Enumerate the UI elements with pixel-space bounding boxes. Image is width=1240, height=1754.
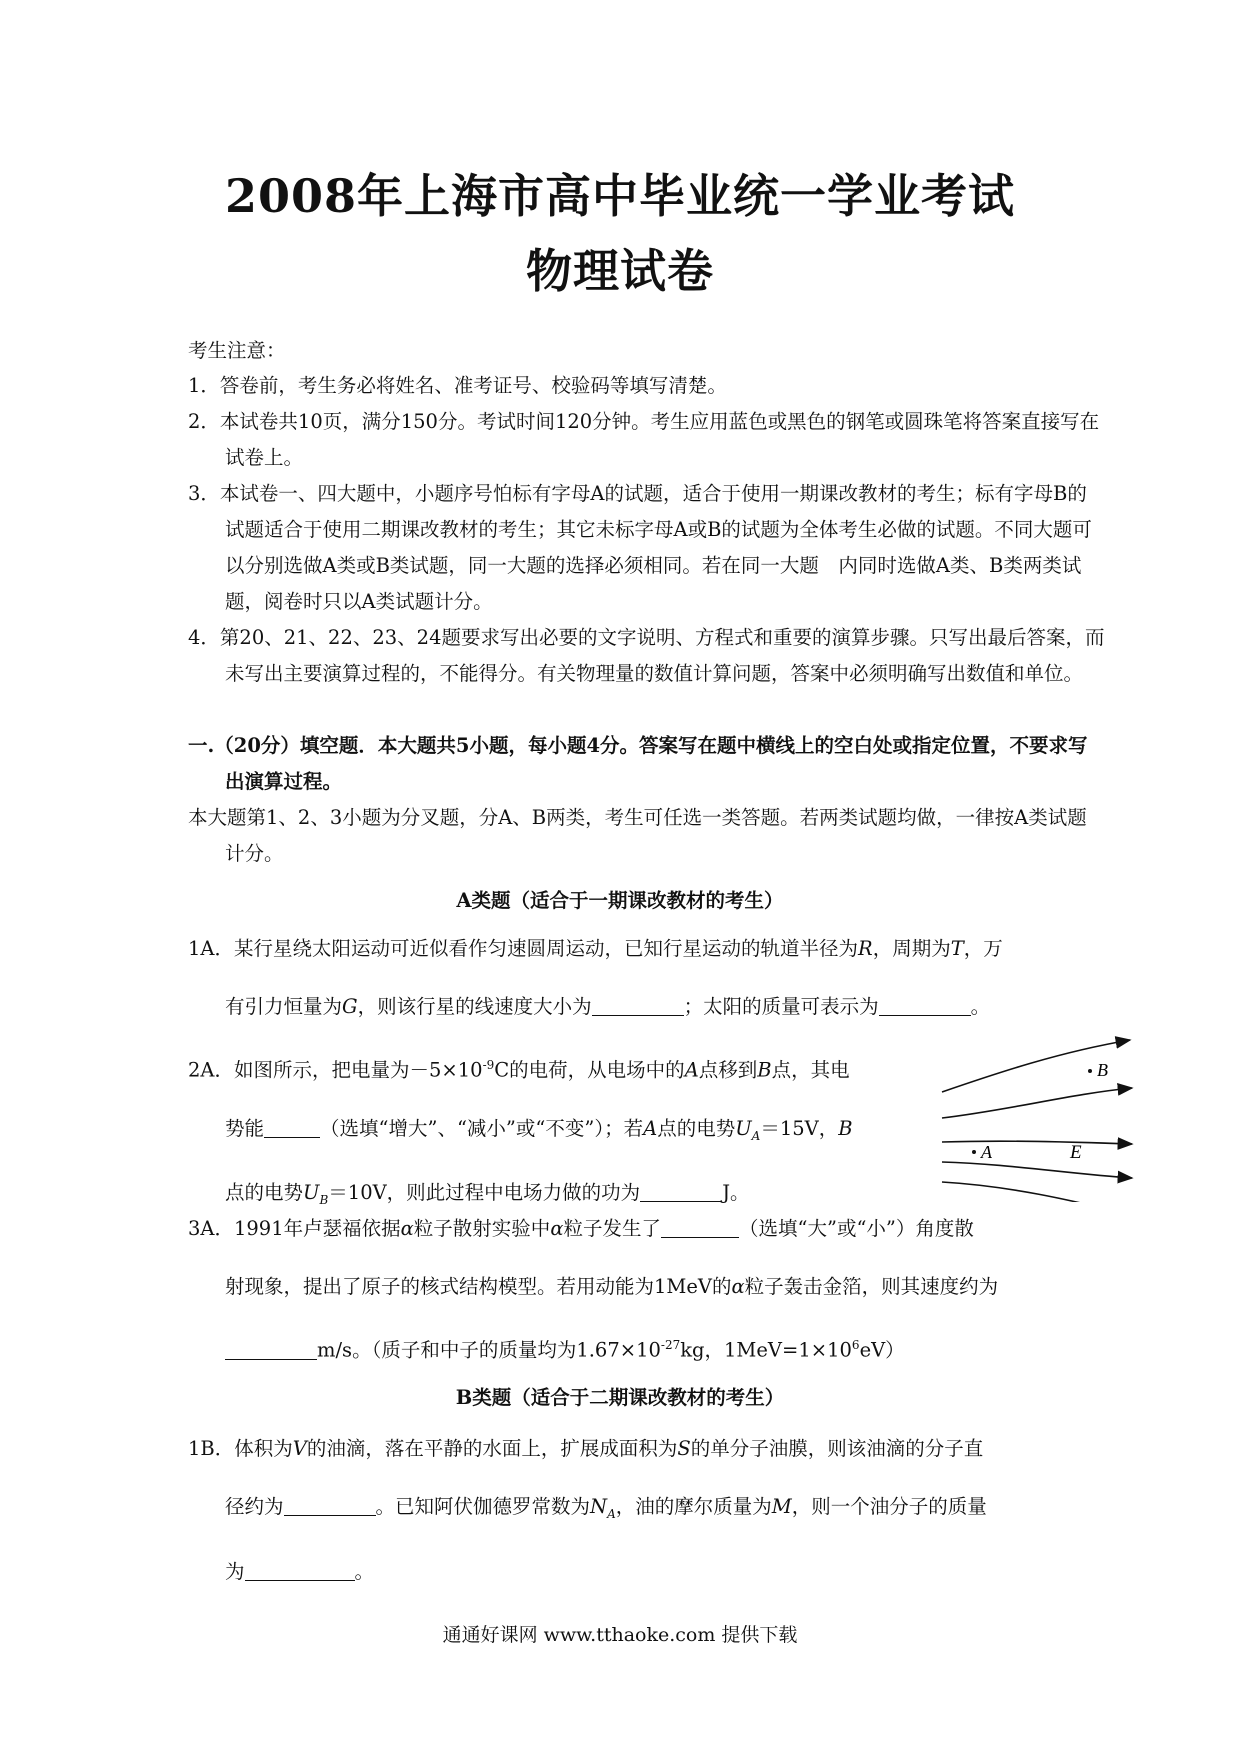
question-1b-line1: 1B．体积为V的油滴，落在平静的水面上，扩展成面积为S的单分子油膜，则该油滴的分子直 [188,1437,984,1460]
page-title: 2008年上海市高中毕业统一学业考试 [224,169,1016,223]
section-heading: 一.（20分）填空题．本大题共5小题，每小题4分。答案写在题中横线上的空白处或指定位置，不要求写出演算过程。 [188,734,1088,793]
answer-blank[interactable] [245,1558,355,1581]
question-1b-line2: 径约为 。已知阿伏伽德罗常数为$N_A$，油的摩尔质量为M，则一个油分子的质量 [225,1495,987,1521]
group-a-heading: A类题（适合于一期课改教材的考生） [456,889,784,912]
question-1b-line3: 为 。 [225,1559,375,1583]
group-b-heading: B类题（适合于二期课改教材的考生） [455,1386,785,1409]
question-2a-line1: 2A．如图所示，把电量为$-5\times 10^{-9}C$的电荷，从电场中的A点移到B点，其电 [188,1058,850,1082]
answer-blank[interactable] [264,1115,320,1138]
answer-blank[interactable] [661,1215,739,1238]
point-a-dot [972,1150,976,1154]
question-1b [188,1420,1068,1601]
page-subtitle: 物理试卷 [526,244,714,298]
question-3a [188,1200,1068,1380]
answer-blank[interactable] [879,993,971,1016]
point-b-dot [1088,1069,1092,1073]
answer-blank[interactable] [640,1179,722,1202]
field-e-label: E [1070,1142,1082,1163]
question-2a-line2: 势能 （选填“增大”、“减小”或“不变”）；若A点的电势$U_A=15V$，B [225,1116,853,1143]
answer-blank[interactable] [592,993,684,1016]
electric-field-diagram [940,1032,1140,1202]
question-1a-line1: 1A．某行星绕太阳运动可近似看作匀速圆周运动，已知行星运动的轨道半径为R，周期为T，万 [188,937,1003,960]
field-line [942,1162,1132,1178]
question-1a-line2: 有引力恒量为G，则该行星的线速度大小为 ；太阳的质量可表示为 。 [225,995,991,1018]
answer-blank[interactable] [225,1337,317,1360]
notice-item-1: 1．答卷前，考生务必将姓名、准考证号、校验码等填写清楚。 [188,374,727,397]
answer-blank[interactable] [284,1493,376,1516]
field-line [942,1141,1132,1144]
question-3a-line3: m/s。（质子和中子的质量均为$1.67\times 10^{-27}kg$，$1MeV=1\times 10^6eV$） [188,1316,1068,1380]
field-line [942,1088,1132,1118]
question-3a-line2: 射现象，提出了原子的核式结构模型。若用动能为1MeV的α粒子轰击金箔，则其速度约为 [225,1275,999,1298]
notice-item-4: 4．第20、21、22、23、24题要求写出必要的文字说明、方程式和重要的演算步骤。只写出最后答案，而未写出主要演算过程的，不能得分。有关物理量的数值计算问题，答案中必须明确写出数值和单位。 [188,626,1105,685]
point-a-label: A [981,1142,992,1162]
notice-item-2: 2．本试卷共10页，满分150分。考试时间120分钟。考生应用蓝色或黑色的钢笔或圆珠笔将答案直接写在试卷上。 [188,410,1100,469]
question-2a-line3: 点的电势$U_B=10V$，则此过程中电场力做的功为 J。 [225,1181,750,1208]
field-line [942,1182,1128,1202]
notice-item-3: 3．本试卷一、四大题中，小题序号怕标有字母A的试题，适合于使用一期课改教材的考生；标有字母B的试题适合于使用二期课改教材的考生；其它未标字母A或B的试题为全体考生必做的试题。不同大题可以分别选做A类或B类试题，同一大题的选择必须相同。若在同一大题 内同时选做A类、B类两类试题，阅卷时只以A类试题计分。 [188,482,1092,613]
section-intro: 本大题第1、2、3小题为分叉题，分A、B两类，考生可任选一类答题。若两类试题均做，一律按A类试题计分。 [188,806,1087,865]
question-1a [188,920,1068,1036]
question-3a-line1: 3A．1991年卢瑟福依据α粒子散射实验中α粒子发生了 （选填“大”或“小”）角度散 [188,1217,974,1240]
notice-heading: 考生注意： [188,339,286,362]
point-b-label: B [1097,1060,1108,1080]
footer-credit: 通通好课网 www.tthaoke.com 提供下载 [442,1624,798,1646]
